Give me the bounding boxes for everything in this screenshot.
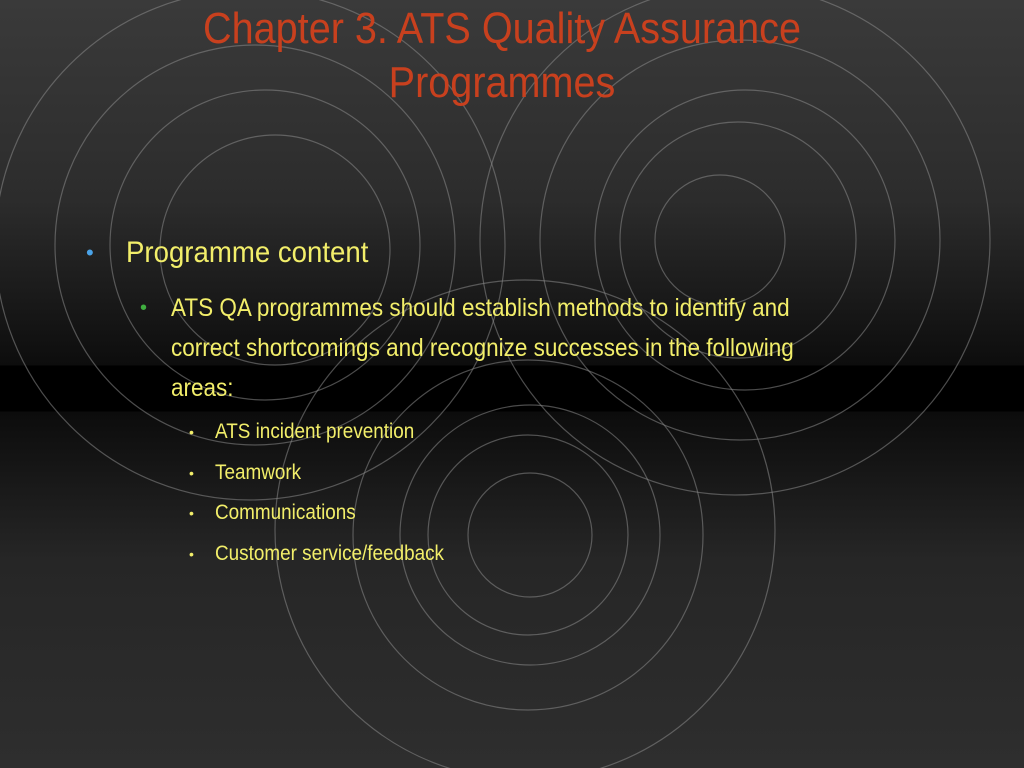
slide-title — [104, 2, 900, 110]
bullet-level3-item — [189, 539, 469, 569]
bullet-level2 — [140, 288, 900, 408]
bullet-dot-icon: • — [189, 546, 194, 562]
bullet-level3-text: ATS incident prevention — [215, 420, 415, 443]
bullet-dot-icon: • — [86, 240, 94, 265]
bullet-dot-icon: • — [189, 465, 194, 481]
bullet-level1-text: Programme content — [126, 236, 369, 269]
title-line-2: Programmes — [388, 58, 616, 107]
bullet-dot-icon: • — [140, 297, 148, 319]
title-line-1: Chapter 3. ATS Quality Assurance — [203, 4, 801, 53]
bullet-level3-text: Communications — [215, 501, 356, 524]
bullet-level3-item — [189, 498, 371, 528]
bullet-level3-item — [189, 458, 311, 488]
bullet-level3-item — [189, 417, 436, 447]
bullet-level1 — [86, 235, 389, 271]
bullet-level2-text: ATS QA programmes should establish methods to identify and correct shortcomings and recognize successes in the following areas: — [171, 294, 794, 402]
bullet-level3-text: Customer service/feedback — [215, 542, 445, 565]
bullet-dot-icon: • — [189, 505, 194, 521]
bullet-dot-icon: • — [189, 424, 194, 440]
bullet-level3-text: Teamwork — [215, 461, 302, 484]
